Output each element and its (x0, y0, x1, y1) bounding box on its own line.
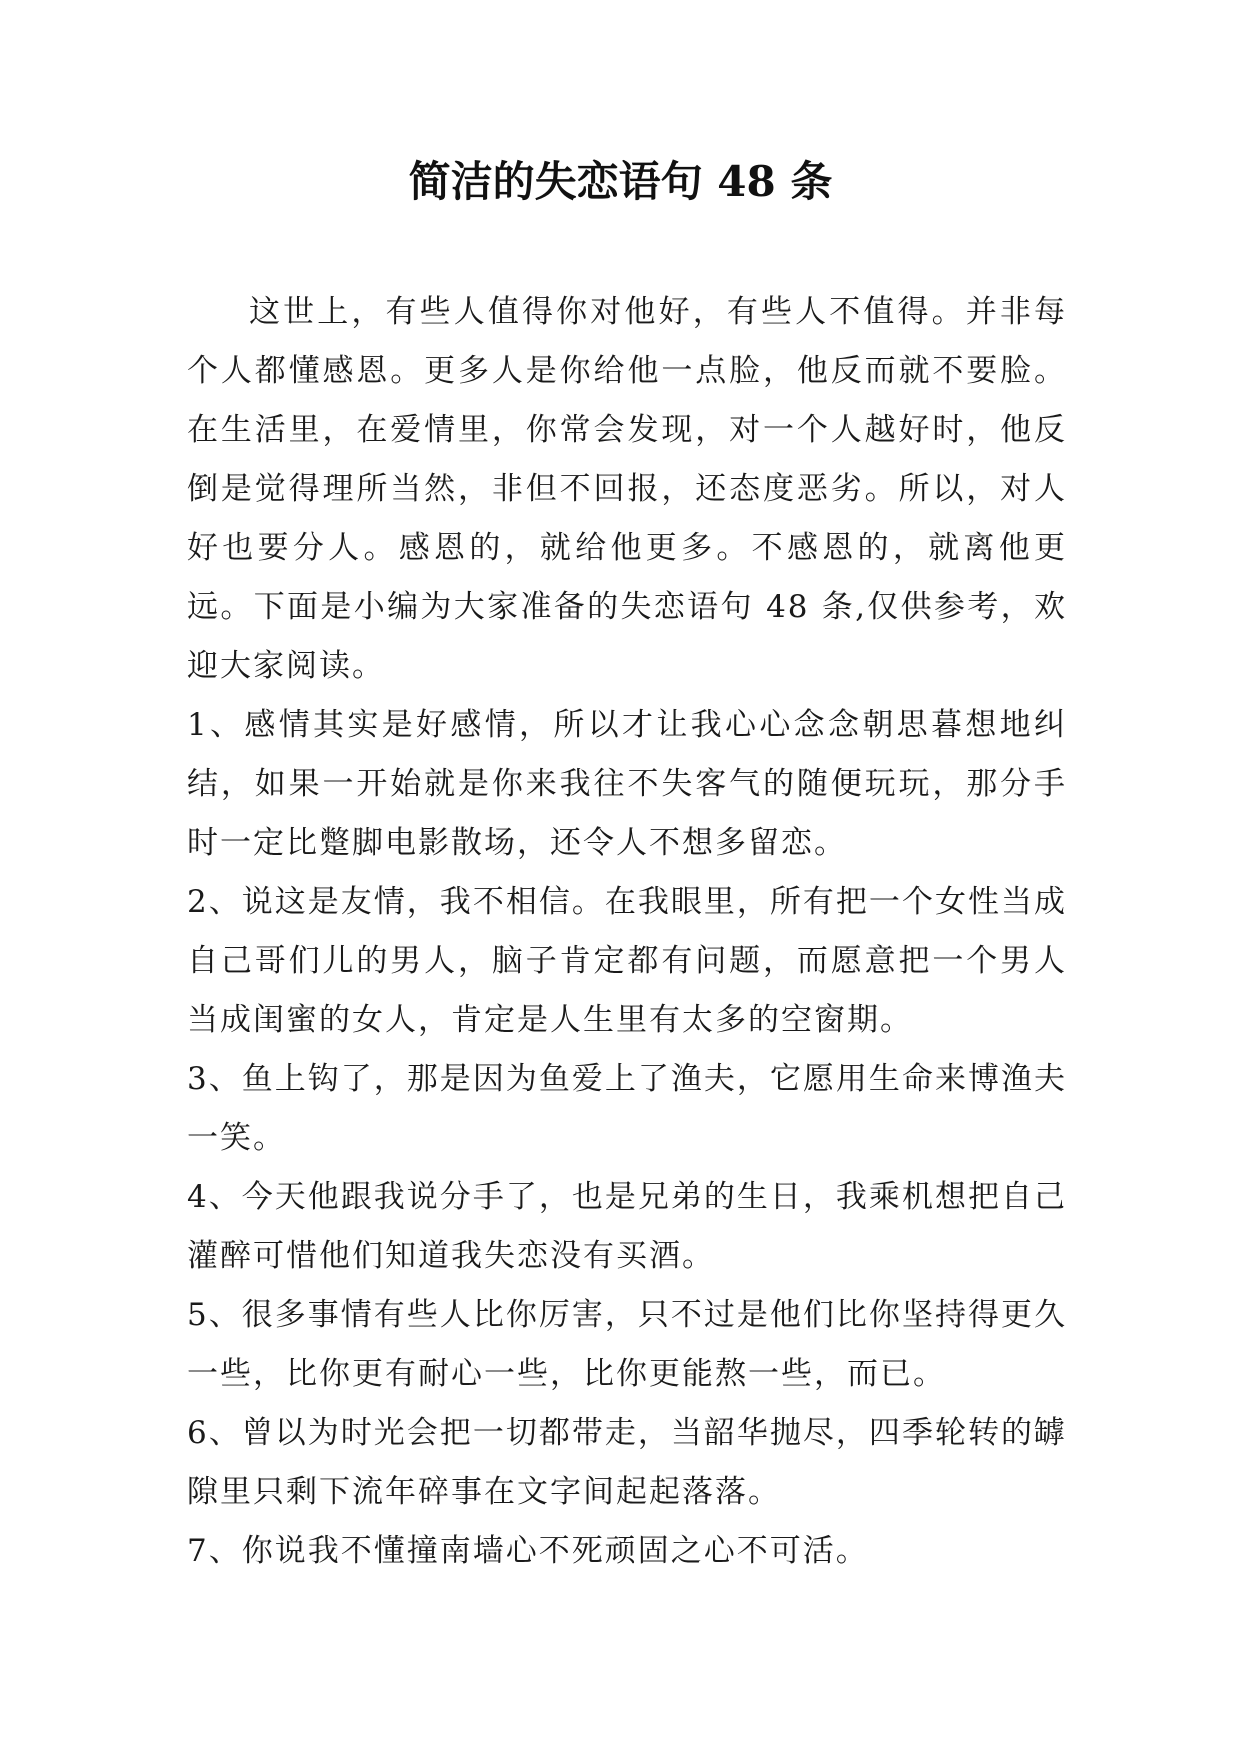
intro-paragraph: 这世上，有些人值得你对他好，有些人不值得。并非每个人都懂感恩。更多人是你给他一点脸，他反而就不要脸。在生活里，在爱情里，你常会发现，对一个人越好时，他反倒是觉得理所当然，非但不回报，还态度恶劣。所以，对人好也要分人。感恩的，就给他更多。不感恩的，就离他更远。下面是小编为大家准备的失恋语句 48 条,仅供参考，欢迎大家阅读。 (187, 294, 1067, 684)
document-title: 简洁的失恋语句 48 条 (408, 157, 833, 206)
list-item: 5、很多事情有些人比你厉害，只不过是他们比你坚持得更久一些，比你更有耐心一些，比你更能熬一些，而已。 (187, 1297, 1067, 1392)
list-item: 6、曾以为时光会把一切都带走，当韶华抛尽，四季轮转的罅隙里只剩下流年碎事在文字间起起落落。 (187, 1415, 1067, 1510)
list-item: 4、今天他跟我说分手了，也是兄弟的生日，我乘机想把自己灌醉可惜他们知道我失恋没有买酒。 (187, 1179, 1067, 1274)
list-item: 3、鱼上钩了，那是因为鱼爱上了渔夫，它愿用生命来博渔夫一笑。 (187, 1061, 1067, 1156)
list-item: 7、你说我不懂撞南墙心不死顽固之心不可活。 (187, 1533, 869, 1569)
list-item: 2、说这是友情，我不相信。在我眼里，所有把一个女性当成自己哥们儿的男人，脑子肯定都有问题，而愿意把一个男人当成闺蜜的女人，肯定是人生里有太多的空窗期。 (187, 884, 1067, 1038)
document-body (187, 283, 1067, 1581)
list-item: 1、感情其实是好感情，所以才让我心心念念朝思暮想地纠结，如果一开始就是你来我往不失客气的随便玩玩，那分手时一定比蹩脚电影散场，还令人不想多留恋。 (187, 707, 1067, 861)
